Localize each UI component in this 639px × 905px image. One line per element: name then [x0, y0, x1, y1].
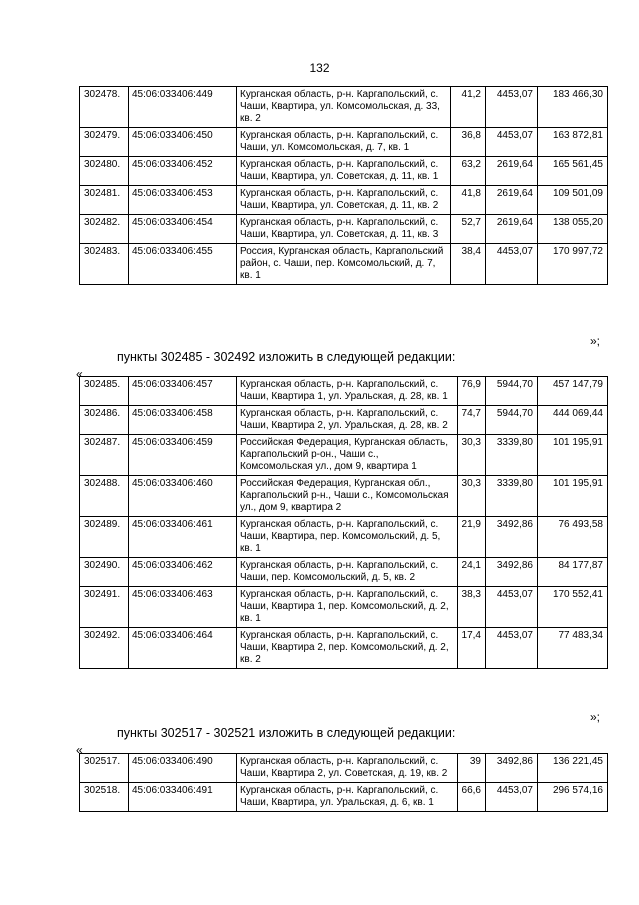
- property-address: Российская Федерация, Курганская обл., Каргапольский р-н., Чаши с., Комсомольская ул., дом 9, квартира 2: [237, 476, 458, 517]
- valuation-table-2: [79, 376, 608, 669]
- cadastral-number: 45:06:033406:455: [129, 244, 237, 285]
- specific-value: 2619,64: [486, 215, 538, 244]
- table-row: [80, 87, 608, 128]
- area-value: 30,3: [458, 476, 486, 517]
- cadastral-number: 45:06:033406:453: [129, 186, 237, 215]
- specific-value: 2619,64: [486, 186, 538, 215]
- amendment-instruction-2: пункты 302517 - 302521 изложить в следующей редакции:: [117, 726, 456, 740]
- area-value: 17,4: [458, 628, 486, 669]
- area-value: 76,9: [458, 377, 486, 406]
- table-row: [80, 244, 608, 285]
- cadastral-value: 109 501,09: [538, 186, 608, 215]
- cadastral-value: 101 195,91: [538, 435, 608, 476]
- valuation-table-1: [79, 86, 608, 285]
- property-address: Курганская область, р-н. Каргапольский, с. Чаши, ул. Комсомольская, д. 7, кв. 1: [237, 128, 451, 157]
- opening-quote-1: «: [76, 367, 83, 381]
- property-address: Курганская область, р-н. Каргапольский, с. Чаши, Квартира, пер. Комсомольский, д. 5, кв. 1: [237, 517, 458, 558]
- area-value: 21,9: [458, 517, 486, 558]
- property-address: Курганская область, р-н. Каргапольский, с. Чаши, Квартира 2, ул. Уральская, д. 28, кв. 2: [237, 406, 458, 435]
- specific-value: 4453,07: [486, 628, 538, 669]
- specific-value: 4453,07: [486, 87, 538, 128]
- cadastral-number: 45:06:033406:490: [129, 754, 237, 783]
- specific-value: 3339,80: [486, 435, 538, 476]
- area-value: 39: [458, 754, 486, 783]
- valuation-table-3: [79, 753, 608, 812]
- area-value: 74,7: [458, 406, 486, 435]
- cadastral-number: 45:06:033406:491: [129, 783, 237, 812]
- property-address: Курганская область, р-н. Каргапольский, с. Чаши, Квартира 2, пер. Комсомольский, д. 2, кв. 2: [237, 628, 458, 669]
- cadastral-number: 45:06:033406:454: [129, 215, 237, 244]
- property-address: Курганская область, р-н. Каргапольский, с. Чаши, Квартира, ул. Советская, д. 11, кв. 1: [237, 157, 451, 186]
- table-row: [80, 476, 608, 517]
- specific-value: 4453,07: [486, 244, 538, 285]
- table-row: [80, 754, 608, 783]
- specific-value: 5944,70: [486, 377, 538, 406]
- row-number: 302478.: [80, 87, 129, 128]
- cadastral-value: 77 483,34: [538, 628, 608, 669]
- area-value: 52,7: [451, 215, 486, 244]
- cadastral-value: 163 872,81: [538, 128, 608, 157]
- closing-quote-2: »;: [590, 710, 601, 724]
- specific-value: 3492,86: [486, 517, 538, 558]
- row-number: 302481.: [80, 186, 129, 215]
- row-number: 302479.: [80, 128, 129, 157]
- cadastral-value: 101 195,91: [538, 476, 608, 517]
- cadastral-value: 136 221,45: [538, 754, 608, 783]
- property-address: Курганская область, р-н. Каргапольский, с. Чаши, Квартира, ул. Уральская, д. 6, кв. 1: [237, 783, 458, 812]
- specific-value: 3339,80: [486, 476, 538, 517]
- specific-value: 4453,07: [486, 783, 538, 812]
- opening-quote-2: «: [76, 743, 83, 757]
- cadastral-value: 165 561,45: [538, 157, 608, 186]
- cadastral-value: 457 147,79: [538, 377, 608, 406]
- table-row: [80, 215, 608, 244]
- property-address: Россия, Курганская область, Каргапольский район, с. Чаши, пер. Комсомольский, д. 7, кв. 1: [237, 244, 451, 285]
- cadastral-value: 296 574,16: [538, 783, 608, 812]
- cadastral-number: 45:06:033406:464: [129, 628, 237, 669]
- row-number: 302487.: [80, 435, 129, 476]
- cadastral-number: 45:06:033406:450: [129, 128, 237, 157]
- cadastral-number: 45:06:033406:457: [129, 377, 237, 406]
- cadastral-value: 170 552,41: [538, 587, 608, 628]
- row-number: 302480.: [80, 157, 129, 186]
- area-value: 66,6: [458, 783, 486, 812]
- cadastral-number: 45:06:033406:449: [129, 87, 237, 128]
- table-row: [80, 406, 608, 435]
- row-number: 302483.: [80, 244, 129, 285]
- row-number: 302482.: [80, 215, 129, 244]
- closing-quote-1: »;: [590, 334, 601, 348]
- area-value: 24,1: [458, 558, 486, 587]
- table-row: [80, 517, 608, 558]
- property-address: Курганская область, р-н. Каргапольский, с. Чаши, Квартира 2, ул. Советская, д. 19, кв. 2: [237, 754, 458, 783]
- property-address: Курганская область, р-н. Каргапольский, с. Чаши, Квартира, ул. Комсомольская, д. 33, кв. 2: [237, 87, 451, 128]
- specific-value: 5944,70: [486, 406, 538, 435]
- specific-value: 3492,86: [486, 754, 538, 783]
- table-row: [80, 558, 608, 587]
- property-address: Курганская область, р-н. Каргапольский, с. Чаши, пер. Комсомольский, д. 5, кв. 2: [237, 558, 458, 587]
- table-row: [80, 587, 608, 628]
- table-row: [80, 783, 608, 812]
- cadastral-number: 45:06:033406:459: [129, 435, 237, 476]
- row-number: 302517.: [80, 754, 129, 783]
- row-number: 302518.: [80, 783, 129, 812]
- specific-value: 4453,07: [486, 128, 538, 157]
- row-number: 302490.: [80, 558, 129, 587]
- cadastral-number: 45:06:033406:463: [129, 587, 237, 628]
- cadastral-number: 45:06:033406:452: [129, 157, 237, 186]
- table-row: [80, 128, 608, 157]
- row-number: 302485.: [80, 377, 129, 406]
- property-address: Курганская область, р-н. Каргапольский, с. Чаши, Квартира 1, ул. Уральская, д. 28, кв. 1: [237, 377, 458, 406]
- table-row: [80, 157, 608, 186]
- area-value: 30,3: [458, 435, 486, 476]
- row-number: 302491.: [80, 587, 129, 628]
- specific-value: 4453,07: [486, 587, 538, 628]
- cadastral-value: 76 493,58: [538, 517, 608, 558]
- page-number: 132: [309, 61, 330, 75]
- amendment-instruction-1: пункты 302485 - 302492 изложить в следующей редакции:: [117, 350, 456, 364]
- property-address: Курганская область, р-н. Каргапольский, с. Чаши, Квартира, ул. Советская, д. 11, кв. 2: [237, 186, 451, 215]
- cadastral-value: 170 997,72: [538, 244, 608, 285]
- cadastral-value: 84 177,87: [538, 558, 608, 587]
- table-row: [80, 628, 608, 669]
- cadastral-number: 45:06:033406:460: [129, 476, 237, 517]
- row-number: 302486.: [80, 406, 129, 435]
- specific-value: 2619,64: [486, 157, 538, 186]
- property-address: Курганская область, р-н. Каргапольский, с. Чаши, Квартира, ул. Советская, д. 11, кв. 3: [237, 215, 451, 244]
- area-value: 41,8: [451, 186, 486, 215]
- row-number: 302488.: [80, 476, 129, 517]
- area-value: 63,2: [451, 157, 486, 186]
- cadastral-value: 183 466,30: [538, 87, 608, 128]
- area-value: 38,4: [451, 244, 486, 285]
- area-value: 36,8: [451, 128, 486, 157]
- cadastral-number: 45:06:033406:461: [129, 517, 237, 558]
- row-number: 302492.: [80, 628, 129, 669]
- table-row: [80, 186, 608, 215]
- area-value: 41,2: [451, 87, 486, 128]
- table-row: [80, 435, 608, 476]
- cadastral-value: 444 069,44: [538, 406, 608, 435]
- row-number: 302489.: [80, 517, 129, 558]
- cadastral-number: 45:06:033406:458: [129, 406, 237, 435]
- cadastral-number: 45:06:033406:462: [129, 558, 237, 587]
- area-value: 38,3: [458, 587, 486, 628]
- table-row: [80, 377, 608, 406]
- property-address: Российская Федерация, Курганская область, Каргапольский р-он., Чаши с., Комсомольская ул., дом 9, квартира 1: [237, 435, 458, 476]
- property-address: Курганская область, р-н. Каргапольский, с. Чаши, Квартира 1, пер. Комсомольский, д. 2, кв. 1: [237, 587, 458, 628]
- cadastral-value: 138 055,20: [538, 215, 608, 244]
- specific-value: 3492,86: [486, 558, 538, 587]
